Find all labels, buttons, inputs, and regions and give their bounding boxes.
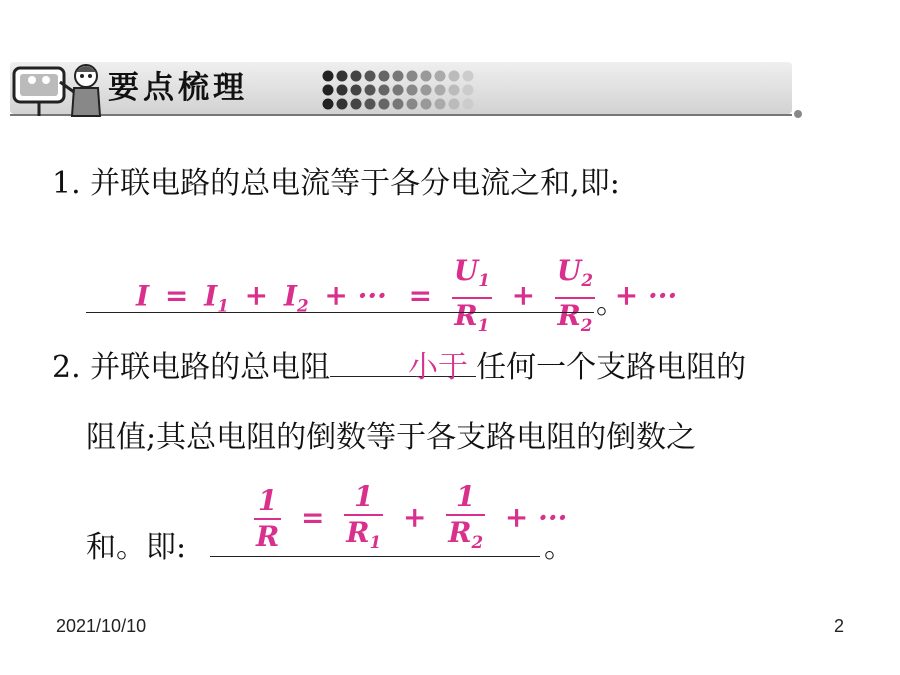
decorative-dot	[379, 99, 390, 110]
decorative-dot	[393, 99, 404, 110]
item-2-line-1	[52, 348, 746, 388]
formula-term: I	[283, 279, 297, 313]
decorative-dot	[407, 85, 418, 96]
formula-operator: + ···	[324, 279, 387, 313]
formula-subscript: 2	[580, 314, 593, 335]
fraction-numerator: 1	[353, 480, 374, 513]
decorative-dot	[435, 99, 446, 110]
formula-operator: +	[511, 279, 536, 313]
item-2-prefix: 2. 并联电路的总电阻	[52, 350, 331, 385]
teacher-icon	[10, 58, 110, 122]
item-2-formula	[250, 480, 573, 559]
header-divider	[10, 114, 792, 116]
decorative-dot	[351, 85, 362, 96]
formula-subscript: 1	[217, 295, 229, 316]
decorative-dot	[351, 71, 362, 82]
fraction-numerator: U	[556, 254, 582, 287]
formula-operator: + ···	[504, 500, 568, 534]
fraction-1-r	[254, 484, 281, 554]
item-2-suffix: 任何一个支路电阻的	[476, 350, 747, 385]
decorative-dot	[449, 71, 460, 82]
fraction-denominator: R	[557, 298, 581, 332]
decorative-dot	[351, 99, 362, 110]
decorative-dot	[379, 71, 390, 82]
decorative-dot	[337, 99, 348, 110]
item-2-answer: 小于	[408, 350, 468, 385]
fraction-numerator: 1	[455, 480, 476, 513]
decorative-dot	[365, 71, 376, 82]
decorative-dot	[393, 85, 404, 96]
fraction-numerator: 1	[257, 484, 278, 518]
formula-operator: =	[164, 279, 189, 313]
footer-date: 2021/10/10	[56, 616, 147, 636]
decorative-dot	[365, 85, 376, 96]
item-1-blank	[86, 312, 594, 313]
header-title: 要点梳理	[108, 70, 248, 106]
footer-page-number: 2	[834, 616, 845, 636]
item-2-line-2: 阻值;其总电阻的倒数等于各支路电阻的倒数之	[86, 420, 697, 455]
formula-subscript: 2	[296, 295, 309, 316]
formula-operator: +	[244, 279, 269, 313]
item-1-end: 。	[596, 286, 626, 321]
item-2-line-3: 和。即:	[86, 530, 187, 565]
fraction-denominator: R	[346, 516, 370, 549]
fraction-1-r1	[344, 480, 383, 559]
fraction-numerator: U	[453, 254, 479, 287]
header-end-dot	[794, 110, 802, 118]
decorative-dot	[449, 99, 460, 110]
fraction-u2-r2	[555, 254, 595, 342]
item-2-end: 。	[544, 530, 574, 565]
decorative-dot	[379, 85, 390, 96]
decorative-dot	[421, 85, 432, 96]
formula-subscript: 1	[369, 531, 382, 552]
decorative-dot	[463, 85, 474, 96]
fraction-denominator: R	[454, 298, 478, 332]
formula-operator: =	[301, 500, 325, 534]
formula-subscript: 2	[471, 531, 484, 552]
decorative-dot	[463, 99, 474, 110]
decorative-dot	[323, 85, 334, 96]
decorative-dot	[463, 71, 474, 82]
decorative-dot	[337, 85, 348, 96]
decorative-dot	[393, 71, 404, 82]
item-1-text: 1. 并联电路的总电流等于各分电流之和,即:	[52, 166, 620, 201]
decorative-dot	[337, 71, 348, 82]
decorative-dot	[407, 99, 418, 110]
formula-subscript: 1	[478, 269, 490, 290]
formula-subscript: 1	[477, 314, 490, 335]
formula-operator: + ···	[614, 279, 678, 313]
formula-term: I	[136, 279, 150, 313]
decorative-dot	[407, 71, 418, 82]
fraction-denominator: R	[448, 516, 472, 549]
decorative-dot	[323, 71, 334, 82]
dot-pattern	[320, 68, 490, 114]
fraction-u1-r1	[452, 254, 492, 342]
formula-term: I	[204, 279, 218, 313]
formula-operator: =	[408, 279, 433, 313]
section-header	[10, 58, 792, 120]
decorative-dot	[323, 99, 334, 110]
decorative-dot	[435, 71, 446, 82]
formula-operator: +	[402, 500, 427, 534]
formula-subscript: 2	[581, 269, 593, 290]
decorative-dot	[449, 85, 460, 96]
fraction-1-r2	[446, 480, 485, 559]
decorative-dot	[421, 71, 432, 82]
decorative-dot	[435, 85, 446, 96]
fraction-denominator: R	[256, 520, 280, 554]
decorative-dot	[365, 99, 376, 110]
decorative-dot	[421, 99, 432, 110]
